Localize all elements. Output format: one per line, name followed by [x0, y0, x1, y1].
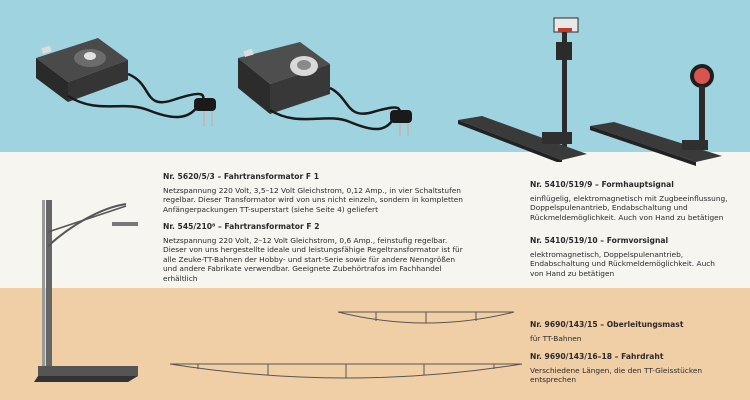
overhead-wire-short-image — [336, 304, 516, 334]
item-overhead-wire — [530, 352, 730, 385]
item-description: für TT-Bahnen — [530, 333, 582, 343]
main-signal-image — [452, 12, 592, 162]
item-heading: Nr. 5620/5/3 – Fahrtransformator F 1 — [163, 172, 319, 181]
item-description: elektromagnetisch, Doppelspulenantrieb, Endabschaltung und Rückmeldemöglichkeit. Auch von Hand zu betätigen — [530, 249, 715, 278]
item-transformer-f1 — [163, 172, 463, 214]
item-heading: Nr. 545/210⁸ – Fahrtransformator F 2 — [163, 222, 320, 231]
item-heading: Nr. 5410/519/9 – Formhauptsignal — [530, 180, 674, 189]
item-description: Verschiedene Längen, die den TT-Gleisstücken entsprechen — [530, 365, 703, 385]
item-catenary-mast — [530, 320, 730, 343]
item-main-signal — [530, 180, 730, 222]
item-heading: Nr. 5410/519/10 – Formvorsignal — [530, 236, 669, 245]
item-description: einflügelig, elektromagnetisch mit Zugbeeinflussung, Doppelspulenantrieb, Endabschaltung und Rückmeldemöglichkeit. Auch von Hand zu betätigen — [530, 193, 728, 222]
distant-signal-image — [586, 60, 726, 170]
transformer-f1-image — [28, 30, 228, 140]
item-distant-signal — [530, 236, 730, 278]
item-description: Netzspannung 220 Volt, 2–12 Volt Gleichstrom, 0,6 Amp., feinstufig regelbar. Dieser von uns hergestellte ideale und leistungsfähige Regeltransformator ist für alle Zeuke-TT-Bahnen der Hobby- und start-Serie sowie für andere Nenngrößen und andere Fabrikate verwendbar. Geeignete Zubehörtrafos im Fachhandel erhältlich — [163, 235, 463, 283]
item-description: Netzspannung 220 Volt, 3,5–12 Volt Gleichstrom, 0,12 Amp., in vier Schaltstufen regelbar. Dieser Transformator wird von uns nicht einzeln, sondern in kompletten Anfängerpackungen TT-superstart (siehe Seite 4) geliefert — [163, 185, 463, 214]
catenary-mast-image — [30, 196, 150, 390]
item-transformer-f2 — [163, 222, 471, 284]
transformer-f2-image — [228, 36, 428, 146]
item-heading: Nr. 9690/143/16–18 – Fahrdraht — [530, 352, 664, 361]
overhead-wire-long-image — [168, 358, 524, 388]
item-heading: Nr. 9690/143/15 – Oberleitungsmast — [530, 320, 684, 329]
